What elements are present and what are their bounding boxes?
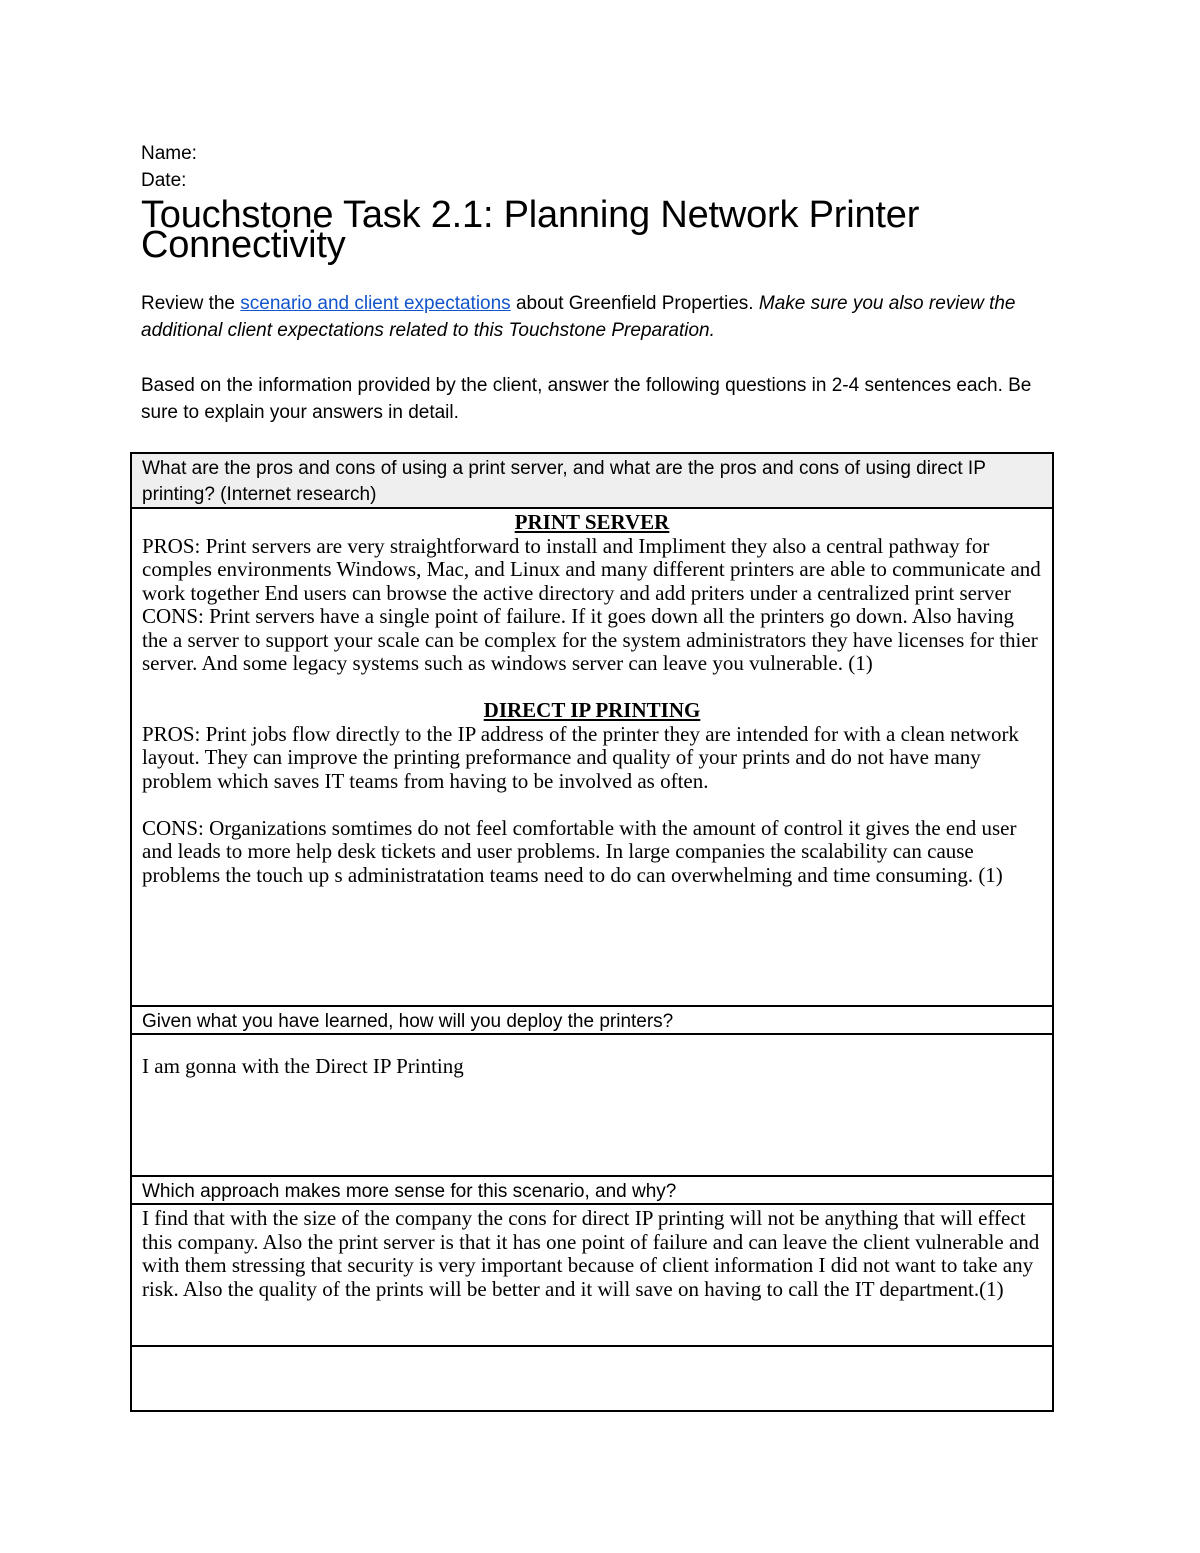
questions-table (130, 452, 1054, 1412)
print-server-pros: PROS: Print servers are very straightforward to install and Impliment they also a central pathway for comples environments Windows, Mac, and Linux and many different printers are able to communicate and work together End users can browse the active directory and add priters under a centralized print server (142, 533, 1041, 605)
date-label: Date: (141, 170, 187, 191)
question-2: Given what you have learned, how will you deploy the printers? (132, 1007, 1052, 1035)
scenario-link[interactable]: scenario and client expectations (240, 293, 511, 314)
print-server-cons: CONS: Print servers have a single point of failure. If it goes down all the printers go down. Also having the a server to support your scale can be complex for the system administrators they have licenses for thier server. And some legacy systems such as windows server can leave you vulnerable. (1) (142, 604, 1038, 675)
question-1: What are the pros and cons of using a print server, and what are the pros and cons of using direct IP printing? (Internet research) (132, 454, 1052, 509)
intro-paragraph-1 (141, 290, 1061, 344)
direct-ip-pros: PROS: Print jobs flow directly to the IP address of the printer they are intended for with a clean network layout. They can improve the printing preformance and quality of your prints and do not have many problem which saves IT teams from having to be involved as often. (142, 721, 1019, 793)
intro-paragraph-2: Based on the information provided by the client, answer the following questions in 2-4 sentences each. Be sure to explain your answers in detail. (141, 375, 1032, 423)
question-3: Which approach makes more sense for this scenario, and why? (132, 1177, 1052, 1205)
spacer (142, 793, 1042, 817)
answer-2[interactable]: I am gonna with the Direct IP Printing (132, 1035, 1052, 1177)
print-server-heading: PRINT SERVER (514, 510, 670, 534)
intro-italic-note: Make sure you also review the additional client expectations related to this Touchstone Preparation. (141, 293, 1016, 341)
spacer (142, 676, 1042, 700)
answer-3[interactable]: I find that with the size of the company the cons for direct IP printing will not be anything that will effect this company. Also the print server is that it has one point of failure and can leave the client vulnerable and with them stressing that security is very important because of client information I did not want to take any risk. Also the quality of the prints will be better and it will save on having to call the IT department.(1) (132, 1205, 1052, 1347)
answer-4-empty[interactable] (132, 1347, 1052, 1410)
intro-middle: about Greenfield Properties. (510, 293, 759, 314)
answer-1 (132, 509, 1052, 1007)
name-label: Name: (141, 143, 197, 164)
direct-ip-heading: DIRECT IP PRINTING (483, 698, 701, 722)
direct-ip-cons: CONS: Organizations somtimes do not feel comfortable with the amount of control it gives the end user and leads to more help desk tickets and user problems. In large companies the scalability can cause problems the touch up s administratation teams need to do can overwhelming and time consuming. (1) (142, 815, 1017, 887)
intro-prefix: Review the (141, 293, 241, 314)
document-title: Touchstone Task 2.1: Planning Network Printer Connectivity (141, 194, 920, 266)
